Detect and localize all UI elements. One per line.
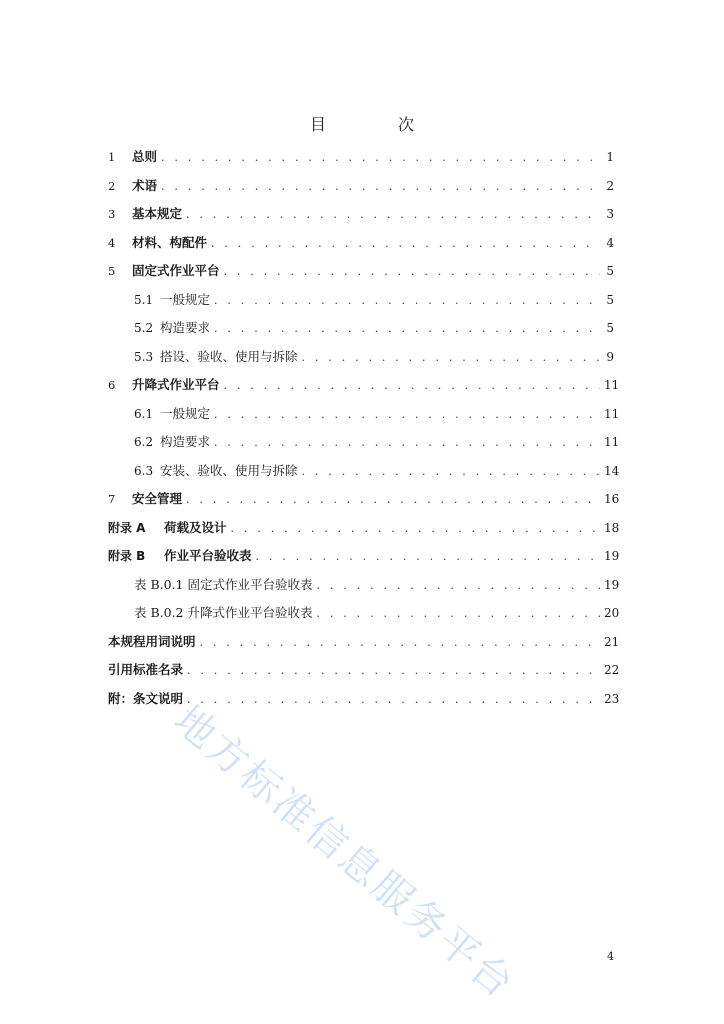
toc-entry-page: 16	[604, 492, 620, 506]
toc-entry[interactable]	[108, 260, 614, 289]
toc-entry-page: 11	[604, 378, 620, 392]
toc-leader-dots	[200, 633, 600, 653]
toc-entry-page: 1	[606, 150, 614, 164]
table-of-contents	[108, 146, 620, 716]
toc-leader-dots	[186, 205, 600, 225]
toc-entry[interactable]	[108, 374, 620, 403]
toc-entry[interactable]	[108, 631, 620, 660]
toc-entry[interactable]	[108, 346, 614, 375]
toc-entry-label: 构造要求	[160, 434, 211, 449]
toc-leader-dots	[214, 291, 600, 311]
toc-leader-dots	[224, 376, 600, 396]
toc-entry-page: 3	[606, 207, 614, 221]
watermark: 地方标准信息服务平台	[164, 696, 524, 1009]
toc-entry-label: 作业平台验收表	[164, 548, 252, 563]
toc-entry[interactable]	[108, 659, 620, 688]
toc-entry[interactable]	[108, 403, 620, 432]
toc-entry-label: 引用标准名录	[108, 662, 184, 677]
toc-entry[interactable]	[108, 232, 614, 261]
toc-entry-page: 9	[606, 349, 614, 364]
toc-entry-page: 21	[604, 634, 620, 649]
toc-entry-page: 14	[604, 463, 620, 478]
toc-entry[interactable]	[108, 203, 614, 232]
toc-entry-label: 材料、构配件	[132, 234, 208, 250]
toc-entry[interactable]	[108, 460, 620, 489]
toc-entry-label: 表 B.0.1 固定式作业平台验收表	[134, 576, 313, 592]
toc-entry-label: 安装、验收、使用与拆除	[160, 462, 298, 478]
toc-entry-label: 基本规定	[132, 206, 183, 221]
toc-entry-label: 总则	[132, 149, 158, 164]
toc-leader-dots	[214, 405, 600, 425]
toc-entry-number: 3	[108, 207, 116, 221]
toc-leader-dots	[214, 319, 600, 339]
toc-entry-label: 本规程用词说明	[108, 633, 196, 649]
toc-entry-page: 20	[604, 606, 620, 620]
toc-entry-page: 4	[606, 235, 614, 250]
toc-leader-dots	[186, 490, 600, 510]
toc-leader-dots	[161, 177, 600, 197]
toc-title: 目 次	[309, 115, 442, 134]
toc-entry-label: 术语	[132, 177, 158, 193]
toc-entry-number: 5.2	[134, 321, 154, 335]
toc-entry-number: 7	[108, 492, 116, 506]
toc-entry-number: 6.1	[134, 406, 154, 421]
toc-entry-label: 表 B.0.2 升降式作业平台验收表	[134, 605, 313, 620]
toc-entry-label: 搭设、验收、使用与拆除	[160, 348, 298, 364]
toc-entry[interactable]	[108, 488, 620, 517]
toc-leader-dots	[214, 433, 600, 453]
toc-entry-page: 19	[604, 549, 620, 563]
toc-entry-number: 1	[108, 150, 116, 164]
toc-leader-dots	[317, 576, 601, 596]
toc-entry-page: 23	[604, 691, 620, 706]
toc-leader-dots	[211, 234, 600, 254]
toc-entry-label: 升降式作业平台	[132, 377, 220, 392]
toc-entry-number: 附录 A	[108, 520, 146, 535]
toc-leader-dots	[317, 604, 601, 624]
toc-entry-label: 荷载及设计	[164, 519, 227, 535]
toc-entry-number: 5.3	[134, 349, 154, 364]
toc-entry-page: 5	[606, 264, 614, 278]
toc-entry-number: 5	[108, 264, 116, 278]
toc-entry-number: 2	[108, 178, 116, 193]
toc-entry[interactable]	[108, 688, 620, 717]
toc-entry-number: 6	[108, 378, 116, 392]
toc-entry-page: 19	[604, 577, 620, 592]
toc-entry-label: 安全管理	[132, 491, 183, 506]
toc-entry[interactable]	[108, 602, 620, 631]
toc-leader-dots	[302, 462, 600, 482]
page-number: 4	[607, 950, 614, 963]
toc-entry-page: 11	[604, 406, 620, 421]
toc-entry-label: 固定式作业平台	[132, 263, 220, 278]
toc-entry[interactable]	[108, 545, 620, 574]
toc-leader-dots	[231, 519, 600, 539]
toc-entry-number: 附录 B	[108, 549, 146, 563]
toc-entry-page: 18	[604, 520, 620, 535]
toc-entry-label: 一般规定	[160, 291, 211, 307]
toc-entry-number: 5.1	[134, 292, 154, 307]
toc-entry[interactable]	[108, 175, 614, 204]
toc-entry[interactable]	[108, 431, 620, 460]
toc-entry-label: 附：条文说明	[108, 690, 184, 706]
toc-entry-page: 2	[606, 178, 614, 193]
toc-entry-label: 构造要求	[160, 320, 211, 335]
toc-entry[interactable]	[108, 146, 614, 175]
toc-entry-number: 6.2	[134, 435, 154, 449]
toc-entry-page: 5	[606, 292, 614, 307]
toc-entry[interactable]	[108, 574, 620, 603]
toc-entry[interactable]	[108, 317, 614, 346]
toc-entry-page: 11	[604, 435, 620, 449]
toc-leader-dots	[256, 547, 600, 567]
toc-entry[interactable]	[108, 517, 620, 546]
toc-entry-page: 22	[604, 663, 620, 677]
toc-entry-number: 4	[108, 235, 116, 250]
toc-leader-dots	[187, 661, 600, 681]
toc-leader-dots	[187, 690, 600, 710]
toc-leader-dots	[224, 262, 600, 282]
toc-entry[interactable]	[108, 289, 614, 318]
toc-entry-number: 6.3	[134, 463, 154, 478]
toc-leader-dots	[302, 348, 600, 368]
toc-entry-label: 一般规定	[160, 405, 211, 421]
toc-leader-dots	[161, 148, 600, 168]
toc-entry-page: 5	[606, 321, 614, 335]
